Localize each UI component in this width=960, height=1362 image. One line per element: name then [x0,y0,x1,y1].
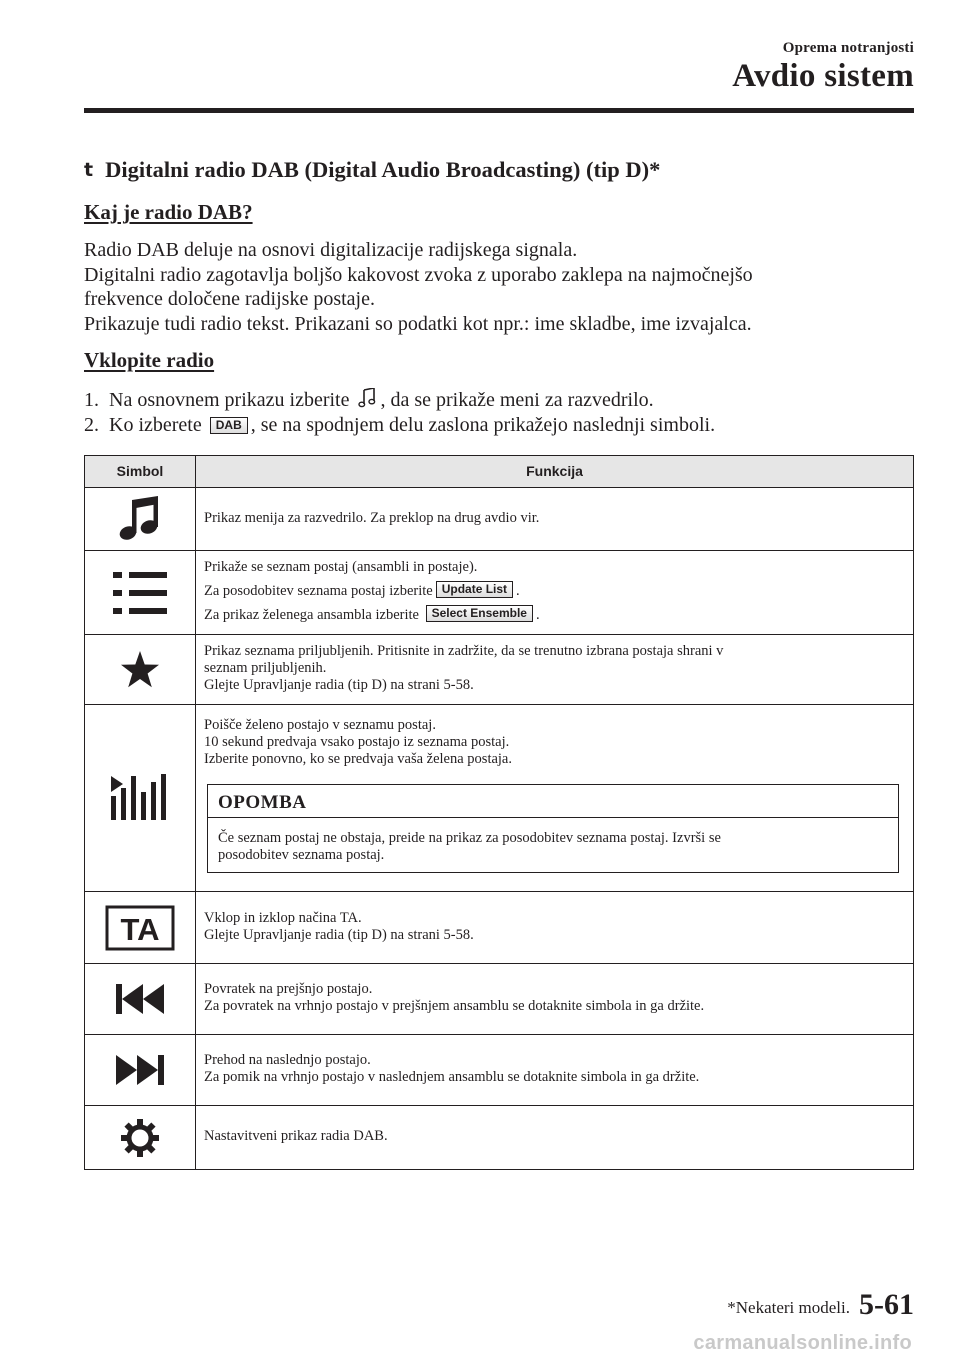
step-text: , se na spodnjem delu zaslona prikažejo naslednji simboli. [250,413,716,436]
page-number: 5-61 [859,1288,914,1321]
symbol-cell [85,635,196,705]
note-box [207,784,899,873]
symbol-cell [85,1106,196,1170]
what-is-paragraph [84,238,914,336]
symbol-cell [85,705,196,892]
table-row [85,892,914,964]
function-text-line [204,605,905,624]
steps [84,388,715,437]
function-text: Vklop in izklop načina TA. [204,909,362,926]
function-cell [196,892,914,964]
section-bullet: t [84,159,94,181]
function-text: Poišče želeno postajo v seznamu postaj. [204,717,436,733]
header-subtitle: Oprema notranjosti [782,40,914,56]
step-number: 2. [84,413,99,436]
table-row [85,551,914,635]
step-text: Ko izberete [109,413,202,436]
step-text: Na osnovnem prikazu izberite [109,389,350,411]
symbol-cell [85,1035,196,1106]
function-cell [196,488,914,551]
function-text: Prikaz seznama priljubljenih. Pritisnite in zadržite, da se trenutno izbrana postaja shrani v [204,643,724,659]
list-icon[interactable] [113,570,167,616]
function-text: Glejte Upravljanje radia (tip D) na strani 5-58. [204,926,474,943]
function-text: Za prikaz želenega ansambla izberite [204,607,419,623]
note-body [208,818,898,872]
table-row [85,1106,914,1170]
section-title [84,157,660,183]
skip-previous-icon[interactable] [116,984,164,1014]
function-text: Izberite ponovno, ko se predvaja vaša želena postaja. [204,751,512,767]
table-row [85,964,914,1035]
note-text: Če seznam postaj ne obstaja, preide na prikaz za posodobitev seznama postaj. Izvrši se [218,830,721,846]
symbol-cell [85,551,196,635]
function-cell [196,1035,914,1106]
paragraph-line: Prikazuje tudi radio tekst. Prikazani so podatki kot npr.: ime skladbe, ime izvajalca. [84,312,752,335]
dab-button[interactable]: DAB [210,417,248,434]
gear-icon[interactable] [120,1118,160,1158]
function-text: Glejte Upravljanje radia (tip D) na strani 5-58. [204,677,474,693]
footer-note: *Nekateri modeli. [727,1298,850,1317]
star-icon[interactable] [120,651,160,689]
function-text: Za povratek na vrhnjo postajo v prejšnjem ansamblu se dotaknite simbola in ga držite. [204,998,705,1014]
traffic-announcement-icon[interactable] [105,905,175,951]
function-text: Prehod na naslednjo postajo. [204,1052,371,1068]
function-text: . [535,607,540,623]
table-row [85,488,914,551]
function-cell [196,635,914,705]
table-row [85,705,914,892]
function-cell [196,551,914,635]
function-text: Za posodobitev seznama postaj izberite [204,583,433,599]
function-text: Prikaz menija za razvedrilo. Za preklop na drug avdio vir. [204,509,540,526]
function-cell [196,1106,914,1170]
header-title: Avdio sistem [732,58,914,94]
symbol-cell [85,488,196,551]
watermark: carmanualsonline.info [693,1332,912,1354]
music-note-icon[interactable] [118,496,162,542]
function-text: 10 sekund predvaja vsako postajo iz seznama postaj. [204,734,510,750]
paragraph-line: Digitalni radio zagotavlja boljšo kakovost zvoka z uporabo zaklepa na najmočnejšo [84,263,753,286]
scan-icon[interactable] [111,774,169,822]
symbol-cell [85,892,196,964]
skip-next-icon[interactable] [116,1055,164,1085]
paragraph-line: frekvence določene radijske postaje. [84,288,375,310]
function-cell [196,964,914,1035]
section-title-text: Digitalni radio DAB (Digital Audio Broadcasting) (tip D)* [105,157,661,182]
function-text: seznam priljubljenih. [204,660,327,676]
function-text: Prikaže se seznam postaj (ansambli in postaje). [204,559,478,575]
step-1 [84,388,715,413]
symbol-table [84,455,914,1170]
function-text: Nastavitveni prikaz radia DAB. [204,1128,388,1144]
symbol-cell [85,964,196,1035]
table-row [85,1035,914,1106]
paragraph-line: Radio DAB deluje na osnovi digitalizacije radijskega signala. [84,239,578,261]
note-heading: OPOMBA [208,785,898,818]
table-row [85,635,914,705]
update-list-button[interactable]: Update List [436,581,513,598]
function-text: Za pomik na vrhnjo postajo v naslednjem ansamblu se dotaknite simbola in ga držite. [204,1069,700,1085]
function-text: . [516,583,520,599]
turn-on-heading: Vklopite radio [84,348,215,372]
step-text: , da se prikaže meni za razvedrilo. [380,389,654,411]
music-note-icon [358,388,376,408]
note-text: posodobitev seznama postaj. [218,847,385,863]
what-is-heading: Kaj je radio DAB? [84,200,253,224]
step-2 [84,413,715,438]
column-header-function: Funkcija [196,456,914,488]
header-rule [84,108,914,113]
column-header-symbol: Simbol [85,456,196,488]
ta-icon-label: TA [120,911,160,947]
select-ensemble-button[interactable]: Select Ensemble [426,605,533,622]
step-number: 1. [84,389,99,411]
function-text: Povratek na prejšnjo postajo. [204,981,373,997]
function-text-line [204,581,905,600]
function-cell [196,705,914,892]
